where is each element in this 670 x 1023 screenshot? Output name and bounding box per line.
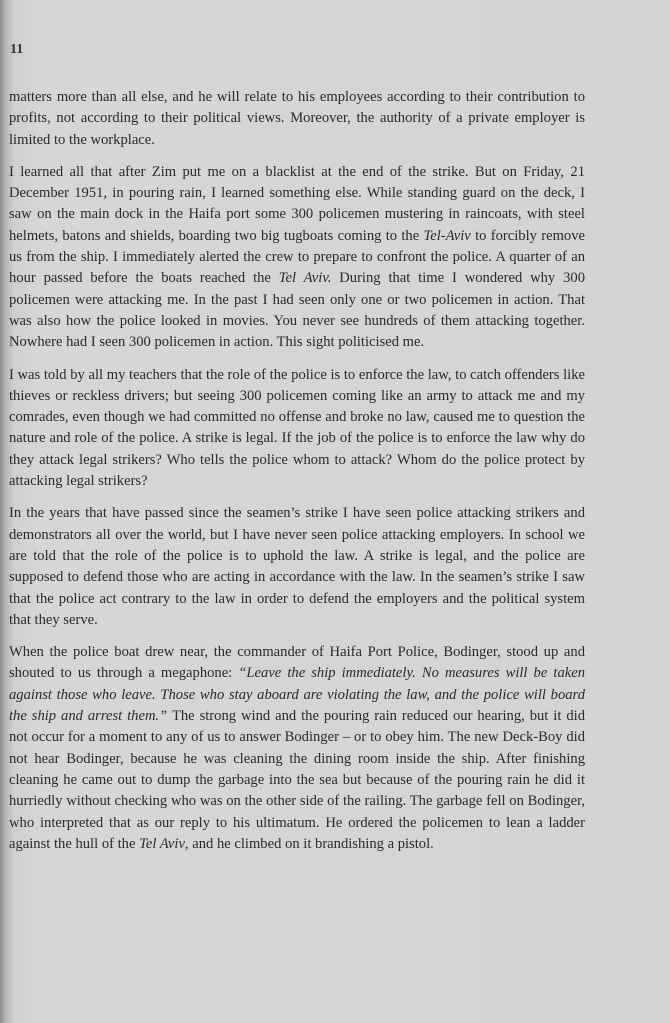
ship-name-italic: Tel-Aviv — [423, 227, 471, 244]
paragraph-5-text-a: When the police boat drew near, the commander of Haifa Port Police, Bodinger, stood up and shouted to us through a megaphone: — [9, 644, 585, 682]
megaphone-quote: “Leave the ship immediately. No measures will be taken against those who leave. Those who stay aboard are violating the law, and the police will board the ship and arrest them.” — [9, 665, 585, 725]
paragraph-1: matters more than all else, and he will relate to his employees according to their contribution to profits, not according to their political views. Moreover, the authority of a private employer is limited to the workplace. — [9, 89, 585, 148]
ship-name-italic: Tel Aviv. — [278, 270, 332, 287]
paragraph-5 — [9, 642, 585, 855]
paragraph-2 — [9, 162, 585, 354]
body-text — [9, 87, 585, 866]
ship-name-italic: Tel Aviv — [139, 835, 185, 852]
paragraph-2-text-b: to forcibly remove us from the ship. I immediately alerted the crew to prepare to confront the police. A quarter of an hour passed before the boats reached the — [9, 227, 585, 287]
page-number: 11 — [10, 42, 24, 57]
paragraph-2-text-a: I learned all that after Zim put me on a blacklist at the end of the strike. But on Friday, 21 December 1951, in pouring rain, I learned something else. While standing guard on the deck, I saw on the main dock in the Haifa port some 300 policemen mustering in raincoats, with steel helmets, batons and shields, boarding two big tugboats coming to the — [9, 163, 585, 244]
paragraph-5-text-b: The strong wind and the pouring rain reduced our hearing, but it did not occur for a moment to any of us to answer Bodinger – or to obey him. The new Deck-Boy did not hear Bodinger, because he was cleaning the dining room inside the ship. After finishing cleaning he came out to dump the garbage into the sea but because of the pouring rain he did it hurriedly without checking who was on the other side of the railing. The garbage fell on Bodinger, who interpreted that as our reply to his ultimatum. He ordered the policemen to lean a ladder against the hull of the — [9, 708, 585, 852]
paragraph-4: In the years that have passed since the seamen’s strike I have seen police attacking strikers and demonstrators all over the world, but I have never seen police attacking employers. In school we are told that the role of the police is to uphold the law. A strike is legal, and the police are supposed to defend those who are acting in accordance with the law. In the seamen’s strike I saw that the police act contrary to the law in order to defend the employers and the political system that they serve. — [9, 505, 585, 628]
paragraph-3: I was told by all my teachers that the role of the police is to enforce the law, to catch offenders like thieves or reckless drivers; but seeing 300 policemen coming like an army to attack me and my comrades, even though we had committed no offense and broke no law, caused me to question the nature and role of the police. A strike is legal. If the job of the police is to enforce the law why do they attack legal strikers? Who tells the police whom to attack? Whom do the police protect by attacking legal strikers? — [9, 366, 585, 490]
paragraph-5-text-c: , and he climbed on it brandishing a pistol. — [184, 835, 434, 852]
paragraph-2-text-c: During that time I wondered why 300 policemen were attacking me. In the past I had seen only one or two policemen in action. That was also how the police looked in movies. You never see hundreds of them attacking together. Nowhere had I seen 300 policemen in action. This sight politicised me. — [9, 270, 585, 351]
